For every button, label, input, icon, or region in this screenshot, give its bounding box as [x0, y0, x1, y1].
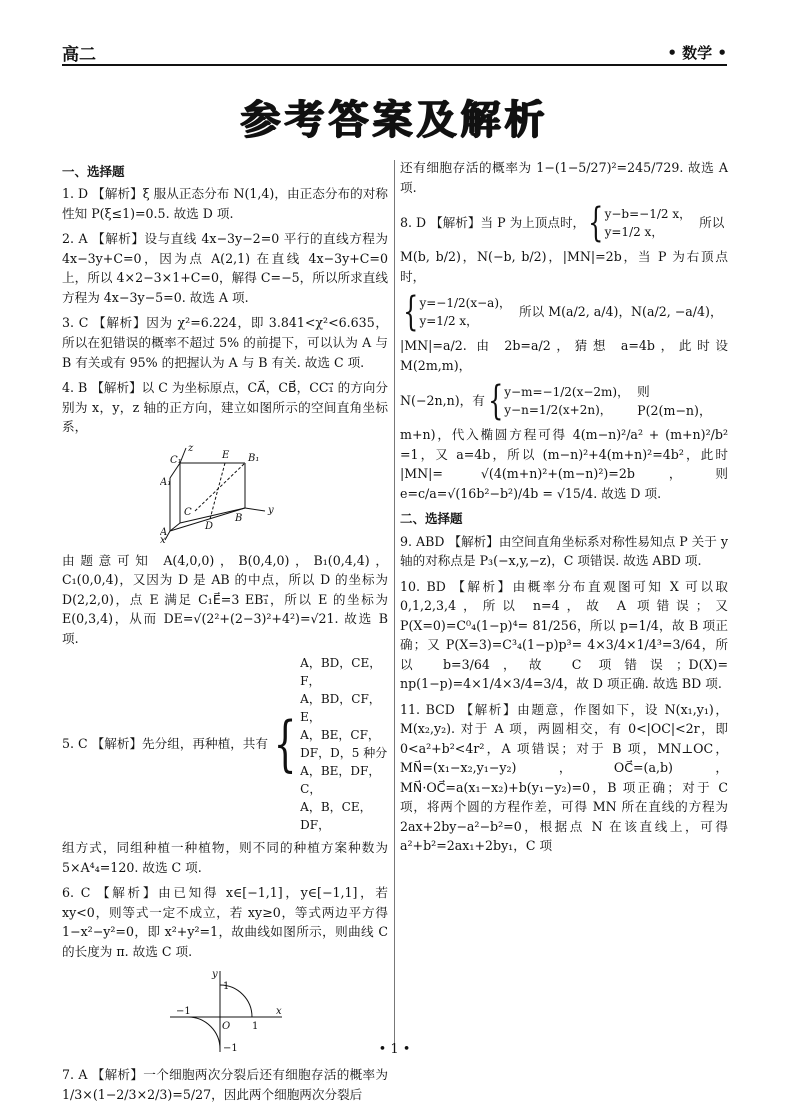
answer-8-system-1: [400, 200, 728, 247]
answer-8-part-a: M(b, b/2)，N(−b, b/2)，|MN|=2b，当 P 为右顶点时，: [400, 249, 728, 284]
fig1-label: B₁: [248, 452, 260, 464]
fig1-label: C: [184, 506, 192, 518]
grouping-row: A，B，CE，DF，: [300, 800, 372, 833]
answer-8-part-b: |MN|=a/2. 由 2b=a/2，猜想 a=4b，此时设 M(2m,m)，: [400, 338, 728, 373]
equation: y−n=1/2(x+2n)，: [504, 403, 612, 418]
fig1-label: x: [160, 534, 166, 543]
fig1-label: D: [205, 520, 214, 532]
equation: y=1/2 x，: [419, 314, 479, 329]
answer-2: 2. A 【解析】设与直线 4x−3y−2=0 平行的直线方程为 4x−3y+C=0，因为点 A(2,1) 在直线 4x−3y+C=0 上，所以 4×2−3×1+C=0，解得 C=−5，所以所求直线方程为 4x−3y−5=0. 故选 A 项.: [62, 231, 388, 305]
answer-4-body: 由题意可知 A(4,0,0)，B(0,4,0)，B₁(0,4,4)，C₁(0,0,4)，又因为 D 是 AB 的中点，所以 D 的坐标为 D(2,2,0)，点 E 满足 C₁E⃗=3 EB₁⃗，所以 E 的坐标为 E(0,3,4)，从而 DE=√(2²+(2−3)²+4²)=√21. 故选 B 项.: [62, 552, 388, 646]
answer-4-intro: 4. B 【解析】以 C 为坐标原点，CA⃗，CB⃗，CC₁⃗ 的方向分别为 x，y，z 轴的正方向，建立如图所示的空间直角坐标系，: [62, 380, 388, 435]
answer-3: 3. C 【解析】因为 χ²=6.224，即 3.841<χ²<6.635，所以在犯错误的概率不超过 5% 的前提下，可以认为 A 与 B 有关或有 95% 的把握认为 A 与 B 有关. 故选 C 项.: [62, 315, 388, 370]
grade-label: 高二: [62, 45, 96, 65]
fig2-label: −1: [176, 1006, 191, 1018]
left-brace: {: [273, 709, 297, 780]
right-column: [400, 158, 728, 862]
grouping-row: A，BD，CF，E，: [300, 692, 381, 725]
system-lead: N(−2n,n)，有: [400, 393, 485, 409]
left-brace: {: [403, 289, 419, 336]
answer-5-body: 组方式，同组种植一种植物，则不同的种植方案种数为 5×A⁴₄=120. 故选 C 项.: [62, 840, 388, 875]
prism-figure: [160, 443, 290, 543]
system-tail: 所以: [699, 215, 725, 231]
equation: y−b=−1/2 x，: [604, 207, 692, 222]
fig1-label: A₁: [160, 476, 172, 488]
fig2-label: 1: [223, 981, 230, 993]
equation-system: [504, 383, 629, 419]
page-title: 参考答案及解析: [240, 97, 549, 143]
section-heading: 一、选择题: [62, 164, 125, 179]
page-header: [62, 40, 727, 66]
answer-8-part-c: m+n)，代入椭圆方程可得 4(m−n)²/a² + (m+n)²/b² =1，又 a=4b，所以 (m−n)²+4(m+n)²=4b²，此时 |MN|= √(4(m+n)²+(m−n)²)=2b，则 e=c/a=√(16b²−b²)/4b = √15/4. 故选 D 项.: [400, 427, 728, 501]
grouping-row: A，BD，CE，F，: [300, 656, 382, 689]
answer-7-end: 还有细胞存活的概率为 1−(1−5/27)²=245/729. 故选 A 项.: [400, 160, 728, 195]
left-brace: {: [588, 200, 604, 247]
fig1-label: A: [160, 526, 168, 538]
left-brace: {: [487, 378, 504, 425]
left-column: [62, 158, 388, 1110]
system-tail: 则 P(2(m−n)，: [637, 383, 712, 419]
fig2-label: O: [222, 1021, 231, 1033]
fig2-label: y: [212, 969, 218, 981]
answer-9: 9. ABD 【解析】由空间直角坐标系对称性易知点 P 关于 y 轴的对称点是 P₃(−x,y,−z)，C 项错误. 故选 ABD 项.: [400, 533, 728, 569]
fig1-label: z: [188, 442, 194, 454]
equation: y−m=−1/2(x−2m)，: [504, 385, 630, 400]
answer-8-system-3: [400, 378, 728, 425]
fig1-label: C₁: [170, 454, 182, 466]
answer-5-lead: 5. C 【解析】先分组，再种植，共有: [62, 736, 268, 752]
grouping-row: A，BE，DF，C，: [300, 764, 381, 797]
equation-system: [605, 205, 692, 241]
subject-label: • 数学 •: [667, 44, 727, 62]
fig2-label: 1: [252, 1021, 259, 1033]
column-divider: [394, 160, 395, 1045]
fig2-label: −1: [223, 1043, 238, 1055]
section-heading: 二、选择题: [400, 511, 463, 527]
fig1-label: y: [268, 504, 274, 516]
answer-6: 6. C 【解析】由已知得 x∈[−1,1]，y∈[−1,1]，若 xy<0，则等式一定不成立，若 xy≥0，等式两边平方得 1−x²−y²=0，即 x²+y²=1，故曲线如图所示，则曲线 C 的长度为 π. 故选 C 项.: [62, 885, 388, 959]
fig1-label: B: [235, 512, 243, 524]
page-number: • 1 •: [378, 1042, 411, 1057]
fig2-label: x: [276, 1006, 282, 1018]
grouping-row: A，BE，CF，DF，D，5 种分: [300, 728, 388, 761]
equation: y=−1/2(x−a)，: [419, 296, 511, 311]
answer-10: 10. BD 【解析】由概率分布直观图可知 X 可以取 0,1,2,3,4，所以 n=4，故 A 项错误；又 P(X=0)=C⁰₄(1−p)⁴= 81/256，所以 p=1/4，故 B 项正确；又 P(X=3)=C³₄(1−p)p³= 4×3/4×1/4³=3/64，所以 b=3/64，故 C 项错误；D(X)= np(1−p)=4×1/4×3/4=3/4，故 D 项正确. 故选 BD 项.: [400, 578, 728, 692]
system-tail: 所以 M(a/2, a/4)，N(a/2, −a/4)，: [519, 304, 723, 320]
equation: y=1/2 x，: [604, 225, 664, 240]
answer-5-system: [62, 654, 388, 834]
answer-8-system-2: [400, 289, 728, 336]
answer-1: 1. D 【解析】ξ 服从正态分布 N(1,4)，由正态分布的对称性知 P(ξ≤1)=0.5. 故选 D 项.: [62, 186, 388, 221]
equation-system: [419, 294, 511, 330]
grouping-list: [300, 654, 388, 834]
answer-8-lead: 8. D 【解析】当 P 为上顶点时，: [400, 215, 586, 231]
fig1-label: E: [222, 449, 230, 461]
answer-11: 11. BCD 【解析】由题意，作图如下，设 N(x₁,y₁)，M(x₂,y₂). 对于 A 项，两圆相交，有 0<|OC|<2r，即 0<a²+b²<4r²，A 项错误；对于 B 项，MN⊥OC，MN⃗=(x₁−x₂,y₁−y₂)，OC⃗=(a,b)，MN⃗·OC⃗=a(x₁−x₂)+b(y₁−y₂)=0，B 项正确；对于 C 项，将两个圆的方程作差，可得 MN 所在直线的方程为 2ax+2by−a²−b²=0，根据点 N 在该直线上，可得 a²+b²=2ax₁+2by₁，C 项: [400, 701, 728, 854]
answer-7-start: 7. A 【解析】一个细胞两次分裂后还有细胞存活的概率为 1/3×(1−2/3×2/3)=5/27，因此两个细胞两次分裂后: [62, 1067, 388, 1102]
